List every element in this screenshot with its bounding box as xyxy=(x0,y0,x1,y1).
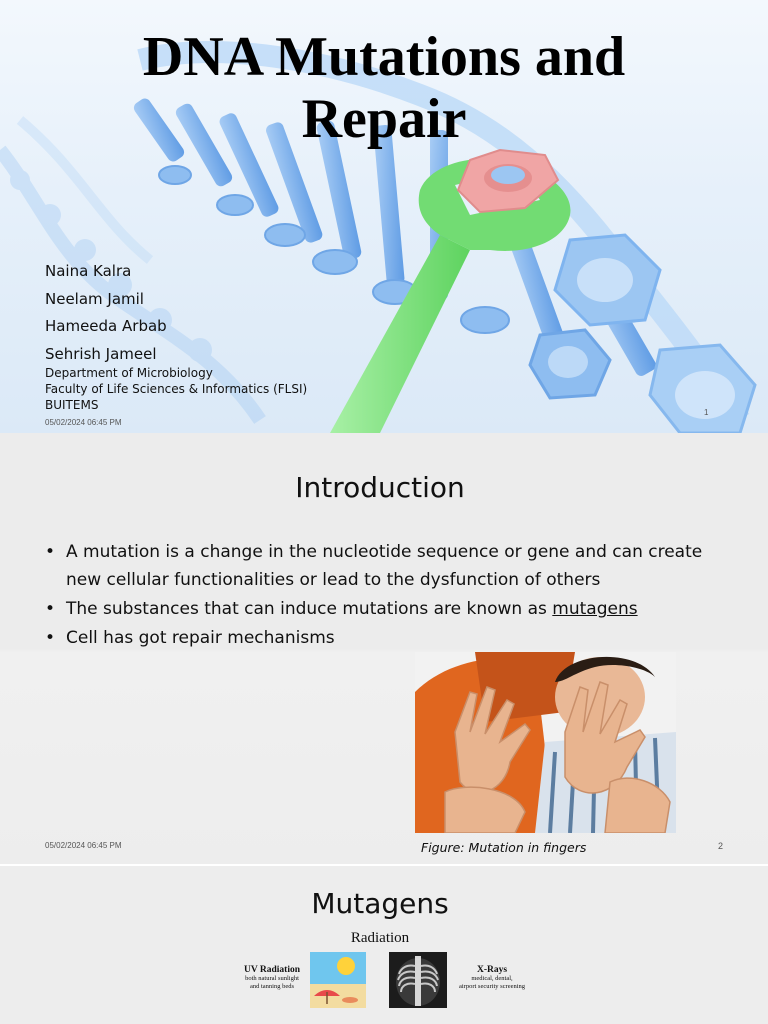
bullet-item xyxy=(45,595,725,623)
bullet-item xyxy=(45,624,725,652)
xray-desc-line: medical, dental, xyxy=(471,975,513,982)
figure-caption: Figure: Mutation in fingers xyxy=(421,840,587,855)
uv-desc-line: and tanning beds xyxy=(249,983,295,990)
author-name: Neelam Jamil xyxy=(45,289,144,308)
author-list xyxy=(45,258,167,368)
uv-title: UV Radiation xyxy=(243,965,301,975)
bullet-icon: • xyxy=(45,542,56,562)
author-name: Naina Kalra xyxy=(45,262,132,280)
xray-image-icon xyxy=(389,952,447,1008)
university: BUITEMS xyxy=(45,398,99,412)
bullet-icon: • xyxy=(45,599,56,619)
presentation-title: DNA Mutations and Repair xyxy=(142,26,626,150)
bullet-text: Cell has got repair mechanisms xyxy=(66,628,335,648)
mutagens-link[interactable]: mutagens xyxy=(552,599,638,619)
xray-desc-line: airport security screening xyxy=(458,983,526,990)
uv-desc-line: both natural sunlight xyxy=(245,975,299,982)
slide-date: 05/02/2024 06:45 PM xyxy=(45,841,122,850)
author-name: Sehrish Jameel xyxy=(45,344,157,363)
slide-number: 2 xyxy=(718,841,724,851)
mutation-fingers-photo xyxy=(415,652,676,833)
slide-number: 1 xyxy=(704,408,709,417)
department: Department of Microbiology xyxy=(45,366,213,380)
uv-radiation-label xyxy=(232,965,312,991)
xrays-label xyxy=(452,965,532,991)
affiliation xyxy=(45,365,307,413)
slide-title: Mutagens xyxy=(311,887,449,920)
bullet-text: The substances that can induce mutations are known as xyxy=(66,599,553,619)
xray-title: X-Rays xyxy=(476,965,508,975)
bullet-text: A mutation is a change in the nucleotide sequence or gene and can create new cellular functionalities or lead to the dysfunction of others xyxy=(66,542,703,590)
beach-sun-icon xyxy=(310,952,366,1008)
bullet-list xyxy=(45,538,725,653)
faculty: Faculty of Life Sciences & Informatics (FLSI) xyxy=(45,382,308,396)
slide-subtitle: Radiation xyxy=(350,930,410,946)
title-slide xyxy=(0,0,768,433)
author-name: Hameeda Arbab xyxy=(45,317,167,335)
slide-title: Introduction xyxy=(295,471,465,504)
bullet-item xyxy=(45,538,725,594)
mutagens-slide xyxy=(0,866,768,1024)
bullet-icon: • xyxy=(45,628,56,648)
introduction-slide xyxy=(0,433,768,864)
slide-date: 05/02/2024 06:45 PM xyxy=(45,418,122,427)
